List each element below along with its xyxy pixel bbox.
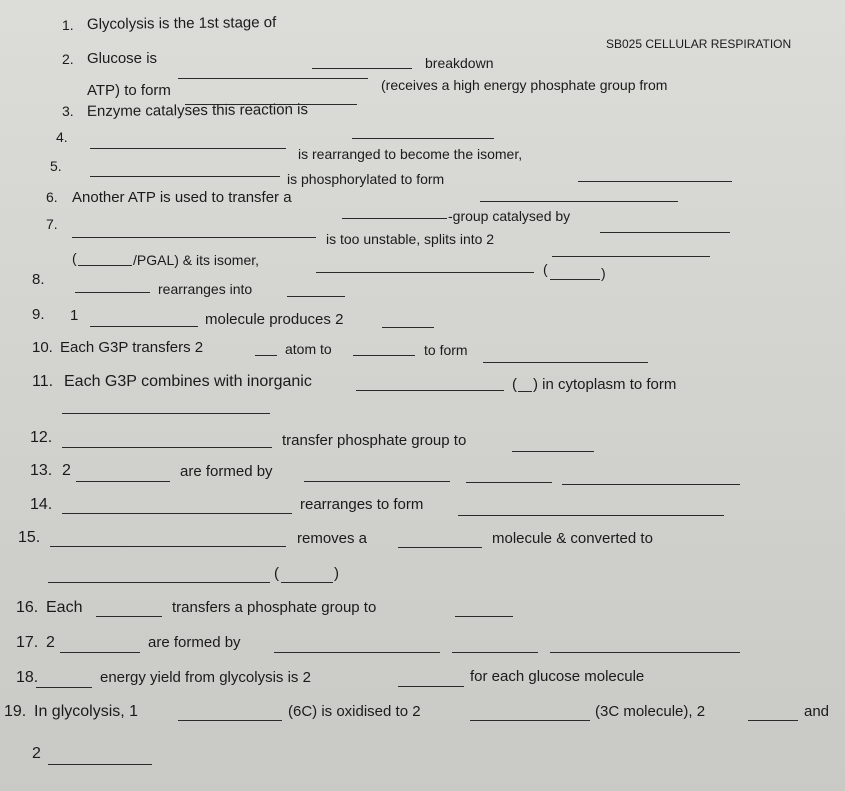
q13-blank-4[interactable] bbox=[562, 484, 740, 485]
q11-after-text: ) in cytoplasm to form bbox=[533, 376, 677, 393]
q18-blank-2[interactable] bbox=[398, 686, 464, 687]
q16-text: Each bbox=[46, 599, 83, 616]
q3-text: Enzyme catalyses this reaction is bbox=[86, 101, 308, 120]
q12-text: transfer phosphate group to bbox=[282, 432, 467, 449]
q19-mid1-text: (6C) is oxidised to 2 bbox=[288, 703, 421, 720]
q1-blank[interactable] bbox=[312, 68, 412, 69]
q17-text: are formed by bbox=[148, 634, 241, 651]
q8-text: rearranges into bbox=[158, 281, 253, 297]
q19-blank-3[interactable] bbox=[748, 720, 798, 721]
q7-blank-1[interactable] bbox=[72, 237, 316, 238]
q15-blank-1[interactable] bbox=[50, 546, 286, 547]
q17-blank-3[interactable] bbox=[452, 652, 538, 653]
q12-blank-1[interactable] bbox=[62, 447, 272, 448]
q4-blank-2[interactable] bbox=[578, 181, 732, 182]
q7-blank-3[interactable] bbox=[78, 265, 132, 266]
q2-text: Glucose is bbox=[87, 50, 158, 67]
q17-blank-2[interactable] bbox=[274, 652, 440, 653]
q19-mid2-text: (3C molecule), 2 bbox=[595, 703, 706, 720]
q2-number: 2. bbox=[62, 51, 74, 67]
q8-blank-2[interactable] bbox=[287, 296, 345, 297]
q7-number: 7. bbox=[46, 216, 58, 232]
q17-blank-4[interactable] bbox=[550, 652, 740, 653]
q5-blank-2[interactable] bbox=[480, 201, 678, 202]
q13-number: 13. bbox=[30, 462, 53, 479]
q7-paren-open: ( bbox=[72, 250, 77, 266]
q11-number: 11. bbox=[32, 373, 54, 390]
q19-end-text: and bbox=[804, 703, 830, 720]
q7-blank-4[interactable] bbox=[316, 272, 534, 273]
q15-blank-3[interactable] bbox=[48, 582, 270, 583]
q10-mid-text: atom to bbox=[285, 341, 332, 357]
q5-text: is phosphorylated to form bbox=[287, 171, 445, 187]
q15-mid-text: molecule & converted to bbox=[492, 530, 653, 547]
q2-after-text: (receives a high energy phosphate group from bbox=[381, 77, 668, 93]
q19-blank-2[interactable] bbox=[470, 720, 590, 721]
q6-blank-2[interactable] bbox=[600, 232, 730, 233]
q10-number: 10. bbox=[32, 339, 53, 356]
q15-paren-close: ) bbox=[334, 565, 339, 582]
q16-number: 16. bbox=[16, 599, 39, 616]
q11-text: Each G3P combines with inorganic bbox=[64, 373, 312, 390]
q18-number: 18. bbox=[16, 669, 39, 686]
q19-blank-4[interactable] bbox=[48, 764, 152, 765]
q12-number: 12. bbox=[30, 429, 53, 446]
q10-blank-2[interactable] bbox=[353, 355, 415, 356]
q9-one: 1 bbox=[70, 307, 79, 324]
q16-mid-text: transfers a phosphate group to bbox=[172, 599, 377, 616]
q10-blank-3[interactable] bbox=[483, 362, 648, 363]
q9-text: molecule produces 2 bbox=[205, 311, 344, 328]
q4-number: 4. bbox=[56, 129, 68, 145]
q15-paren-open: ( bbox=[274, 565, 279, 582]
q6-mid-text: -group catalysed by bbox=[448, 208, 571, 224]
q17-number: 17. bbox=[16, 634, 39, 651]
q13-blank-3[interactable] bbox=[466, 482, 552, 483]
q16-blank-1[interactable] bbox=[96, 616, 162, 617]
q8-number: 8. bbox=[32, 271, 45, 288]
q14-blank-2[interactable] bbox=[458, 515, 724, 516]
q15-blank-4[interactable] bbox=[281, 582, 333, 583]
q4-text: is rearranged to become the isomer, bbox=[298, 146, 523, 162]
q6-text: Another ATP is used to transfer a bbox=[72, 189, 292, 206]
q2-line2-text: ATP) to form bbox=[87, 82, 171, 99]
q10-end-text: to form bbox=[424, 342, 468, 358]
q11-blank-1[interactable] bbox=[356, 390, 504, 391]
q16-blank-2[interactable] bbox=[455, 616, 513, 617]
q3-blank[interactable] bbox=[352, 138, 494, 139]
q15-number: 15. bbox=[18, 529, 41, 546]
q5-number: 5. bbox=[50, 158, 62, 174]
q2-blank-1[interactable] bbox=[178, 78, 368, 79]
q6-number: 6. bbox=[46, 189, 58, 205]
q12-blank-2[interactable] bbox=[512, 451, 594, 452]
q1-number: 1. bbox=[62, 17, 74, 33]
q14-text: rearranges to form bbox=[300, 496, 424, 513]
q7-paren-close-2: ) bbox=[601, 265, 606, 281]
q7-blank-5[interactable] bbox=[550, 279, 600, 280]
q19-line2-text: 2 bbox=[32, 745, 41, 762]
q11-paren-open: ( bbox=[512, 376, 517, 393]
q7-text: is too unstable, splits into 2 bbox=[326, 231, 495, 247]
q17-two: 2 bbox=[46, 634, 55, 651]
q1-text: Glycolysis is the 1st stage of bbox=[86, 14, 277, 33]
q14-blank-1[interactable] bbox=[62, 513, 292, 514]
q15-blank-2[interactable] bbox=[398, 547, 482, 548]
q18-after-text: for each glucose molecule bbox=[470, 668, 645, 685]
q19-number: 19. bbox=[4, 703, 27, 720]
q13-blank-1[interactable] bbox=[76, 481, 170, 482]
q5-blank-1[interactable] bbox=[90, 176, 280, 177]
q9-blank-1[interactable] bbox=[90, 326, 198, 327]
q9-blank-2[interactable] bbox=[382, 327, 434, 328]
q11-blank-2[interactable] bbox=[518, 391, 532, 392]
q7-paren-open-2: ( bbox=[543, 261, 548, 277]
q10-blank-1[interactable] bbox=[255, 355, 277, 356]
q13-blank-2[interactable] bbox=[304, 481, 450, 482]
q17-blank-1[interactable] bbox=[60, 652, 140, 653]
q10-text: Each G3P transfers 2 bbox=[60, 339, 204, 356]
q8-blank-1[interactable] bbox=[75, 292, 150, 293]
q6-blank-1[interactable] bbox=[342, 218, 447, 219]
q18-text: energy yield from glycolysis is 2 bbox=[100, 669, 311, 686]
q7-line2-text: /PGAL) & its isomer, bbox=[133, 252, 260, 268]
q13-two: 2 bbox=[62, 462, 71, 479]
q9-number: 9. bbox=[32, 306, 45, 323]
q18-blank-1[interactable] bbox=[36, 687, 92, 688]
q14-number: 14. bbox=[30, 496, 53, 513]
q15-text: removes a bbox=[297, 530, 368, 547]
q13-text: are formed by bbox=[180, 463, 273, 480]
q1-after-text: breakdown bbox=[425, 55, 494, 71]
q3-number: 3. bbox=[62, 103, 74, 119]
q7-blank-2[interactable] bbox=[552, 256, 710, 257]
worksheet-title: SB025 CELLULAR RESPIRATION bbox=[606, 37, 792, 51]
q19-blank-1[interactable] bbox=[178, 720, 282, 721]
q11-blank-3[interactable] bbox=[62, 413, 270, 414]
q4-blank-1[interactable] bbox=[90, 148, 286, 149]
q19-text: In glycolysis, 1 bbox=[34, 703, 139, 720]
